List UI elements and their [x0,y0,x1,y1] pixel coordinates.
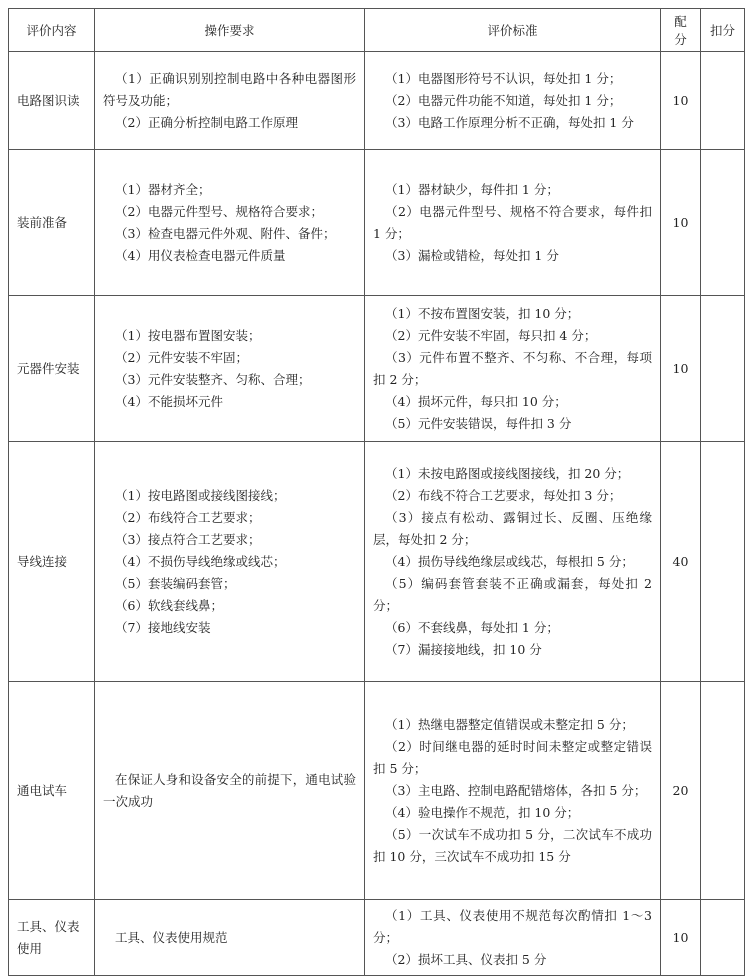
deduction-cell [701,900,745,976]
standard-line: （4）损坏元件，每只扣 10 分； [385,393,567,409]
standard-line: （2）损坏工具、仪表扣 5 分 [385,951,547,967]
deduction-cell [701,296,745,442]
requirement-cell [95,150,365,296]
evaluation-item-label: 元器件安装 [17,360,80,376]
standard-line: （1）器材缺少，每件扣 1 分； [385,181,559,197]
evaluation-item-cell [9,150,95,296]
standard-line: （4）验电操作不规范，扣 10 分； [385,804,580,820]
requirement-cell [95,296,365,442]
standard-line: （3）主电路、控制电路配错熔体，各扣 5 分； [385,782,647,798]
standard-line: （2）电器元件型号、规格不符合要求，每件扣 1 分； [373,203,652,241]
evaluation-item-cell [9,442,95,682]
deduction-cell [701,442,745,682]
score-cell: 10 [661,296,701,442]
deduction-cell [701,52,745,150]
standard-cell [365,296,661,442]
requirement-line: （4）用仪表检查电器元件质量 [115,247,286,263]
standard-line: （2）元件安装不牢固，每只扣 4 分； [385,327,597,343]
standard-cell [365,442,661,682]
evaluation-item-label: 电路图识读 [17,92,80,108]
evaluation-item-label: 通电试车 [17,782,68,798]
requirement-line: （5）套装编码套管； [115,575,236,591]
score-cell: 10 [661,52,701,150]
standard-line: （3）漏检或错检，每处扣 1 分 [385,247,559,263]
header-score: 配分 [661,9,701,52]
header-item: 评价内容 [9,9,95,52]
standard-line: （1）工具、仪表使用不规范每次酌情扣 1～3分； [373,907,652,945]
deduction-cell [701,150,745,296]
requirement-line: 在保证人身和设备安全的前提下，通电试验一次成功 [103,771,356,809]
standard-line: （3）元件布置不整齐、不匀称、不合理，每项扣 2 分； [373,349,652,387]
standard-line: （2）时间继电器的延时时间未整定或整定错误扣 5 分； [373,738,652,776]
requirement-line: （6）软线套线鼻； [115,597,223,613]
evaluation-item-label: 使用 [17,940,43,956]
evaluation-item-cell [9,296,95,442]
table-body [9,52,745,976]
requirement-line: （1）按电器布置图安装； [115,327,261,343]
standard-cell [365,52,661,150]
requirement-cell [95,900,365,976]
table-row [9,52,745,150]
requirement-line: （3）元件安装整齐、匀称、合理； [115,371,311,387]
table-row [9,682,745,900]
evaluation-item-cell [9,900,95,976]
standard-line: （4）损伤导线绝缘层或线芯，每根扣 5 分； [385,553,634,569]
standard-line: （2）电器元件功能不知道，每处扣 1 分； [385,92,622,108]
evaluation-item-label: 装前准备 [17,214,68,230]
table-row [9,150,745,296]
standard-cell [365,900,661,976]
score-cell: 10 [661,150,701,296]
header-standard: 评价标准 [365,9,661,52]
standard-line: （3）电路工作原理分析不正确，每处扣 1 分 [385,114,634,130]
evaluation-item-label: 导线连接 [17,553,68,569]
standard-line: （3）接点有松动、露铜过长、反圈、压绝缘层，每处扣 2 分； [373,509,652,547]
deduction-cell [701,682,745,900]
requirement-line: （7）接地线安装 [115,619,211,635]
header-requirement: 操作要求 [95,9,365,52]
evaluation-table [8,8,745,976]
requirement-cell [95,52,365,150]
table-row [9,296,745,442]
header-deduction: 扣分 [701,9,745,52]
table-row [9,442,745,682]
requirement-line: （1）按电路图或接线图接线； [115,487,286,503]
requirement-cell [95,682,365,900]
requirement-line: （4）不能损坏元件 [115,393,223,409]
standard-line: （1）电器图形符号不认识，每处扣 1 分； [385,70,622,86]
requirement-line: （2）元件安装不牢固； [115,349,248,365]
score-cell: 20 [661,682,701,900]
evaluation-item-label: 工具、仪表 [17,918,80,934]
standard-line: （7）漏接接地线，扣 10 分 [385,641,542,657]
requirement-line: （1）正确识别别控制电路中各种电器图形符号及功能； [103,70,356,108]
score-cell: 40 [661,442,701,682]
standard-line: （1）未按电路图或接线图接线，扣 20 分； [385,465,630,481]
standard-line: （5）元件安装错误，每件扣 3 分 [385,415,572,431]
standard-line: （1）不按布置图安装，扣 10 分； [385,305,580,321]
requirement-cell [95,442,365,682]
standard-line: （1）热继电器整定值错误或未整定扣 5 分； [385,716,634,732]
requirement-line: （2）电器元件型号、规格符合要求； [115,203,323,219]
requirement-line: （2）布线符合工艺要求； [115,509,261,525]
standard-line: （6）不套线鼻，每处扣 1 分； [385,619,559,635]
standard-line: （5）编码套管套装不正确或漏套，每处扣 2 分； [373,575,652,613]
table-row [9,900,745,976]
requirement-line: （3）检查电器元件外观、附件、备件； [115,225,336,241]
requirement-line: （2）正确分析控制电路工作原理 [115,114,298,130]
requirement-line: （3）接点符合工艺要求； [115,531,261,547]
standard-line: （2）布线不符合工艺要求，每处扣 3 分； [385,487,622,503]
standard-cell [365,682,661,900]
score-cell: 10 [661,900,701,976]
evaluation-item-cell [9,682,95,900]
requirement-line: （4）不损伤导线绝缘或线芯； [115,553,286,569]
header-row [9,9,745,52]
standard-line: （5）一次试车不成功扣 5 分，二次试车不成功扣 10 分，三次试车不成功扣 15 分 [373,826,652,864]
evaluation-item-cell [9,52,95,150]
requirement-line: 工具、仪表使用规范 [115,929,228,945]
requirement-line: （1）器材齐全； [115,181,211,197]
standard-cell [365,150,661,296]
